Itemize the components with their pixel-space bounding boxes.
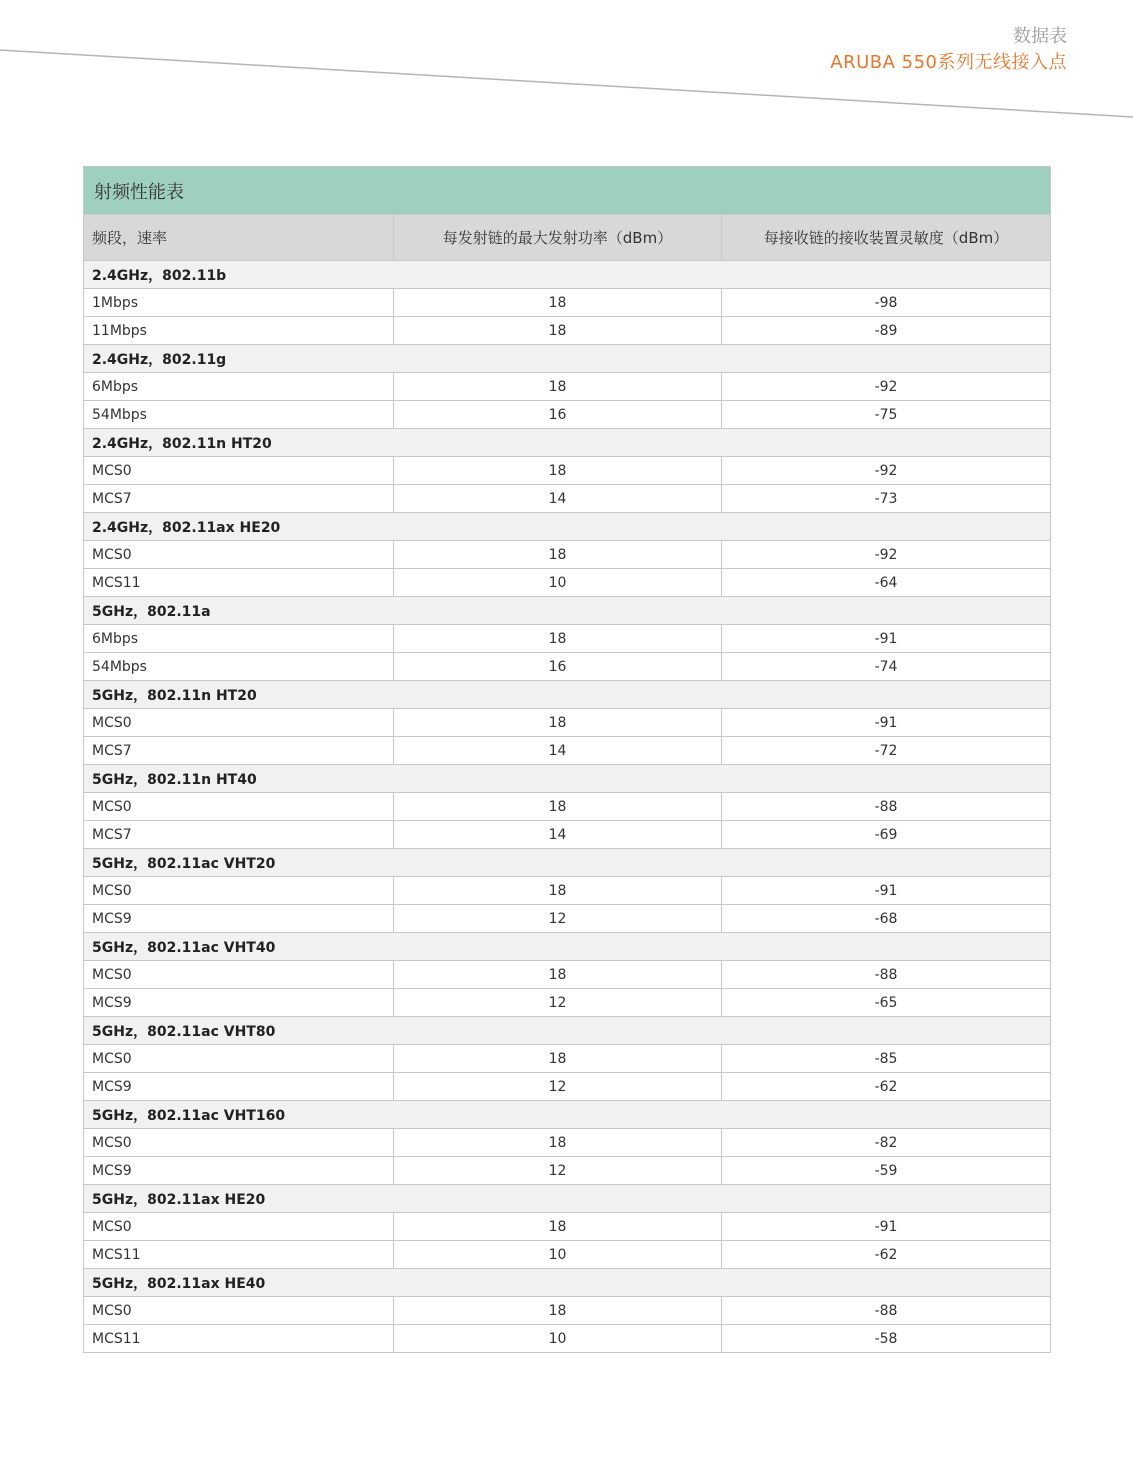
tx-power-cell: 12 [394,989,722,1017]
table-header-row [84,215,1051,261]
table-row [84,793,1051,821]
rate-cell: 6Mbps [84,625,394,653]
rx-sensitivity-cell: -75 [722,401,1051,429]
rate-cell: MCS9 [84,1073,394,1101]
document-type: 数据表 [1013,26,1067,47]
group-row [84,1269,1051,1297]
tx-power-cell: 18 [394,625,722,653]
table-row [84,1241,1051,1269]
table-row [84,1129,1051,1157]
tx-power-cell: 12 [394,905,722,933]
table-title-row [84,167,1051,215]
table-row [84,1213,1051,1241]
rx-sensitivity-cell: -98 [722,289,1051,317]
table-row [84,1157,1051,1185]
tx-power-cell: 18 [394,289,722,317]
tx-power-cell: 14 [394,737,722,765]
tx-power-cell: 10 [394,569,722,597]
table-row [84,457,1051,485]
table-row [84,905,1051,933]
table-row [84,1073,1051,1101]
tx-power-cell: 18 [394,1297,722,1325]
group-row [84,765,1051,793]
rx-sensitivity-cell: -74 [722,653,1051,681]
group-label: 5GHz，802.11ac VHT80 [84,1017,1051,1045]
rate-cell: 11Mbps [84,317,394,345]
rx-sensitivity-cell: -91 [722,1213,1051,1241]
rx-sensitivity-cell: -65 [722,989,1051,1017]
rate-cell: MCS11 [84,1241,394,1269]
tx-power-cell: 18 [394,373,722,401]
table-row [84,709,1051,737]
rx-sensitivity-cell: -58 [722,1325,1051,1353]
rx-sensitivity-cell: -92 [722,457,1051,485]
group-row [84,597,1051,625]
group-label: 5GHz，802.11ax HE40 [84,1269,1051,1297]
group-row [84,1185,1051,1213]
rate-cell: MCS9 [84,905,394,933]
rate-cell: MCS0 [84,1045,394,1073]
rx-sensitivity-cell: -73 [722,485,1051,513]
tx-power-cell: 18 [394,877,722,905]
tx-power-cell: 18 [394,541,722,569]
tx-power-cell: 18 [394,1045,722,1073]
tx-power-cell: 12 [394,1073,722,1101]
rate-cell: MCS7 [84,737,394,765]
table-row [84,961,1051,989]
tx-power-cell: 18 [394,1129,722,1157]
rx-sensitivity-cell: -88 [722,1297,1051,1325]
table-row [84,485,1051,513]
document-header [830,24,1067,76]
group-row [84,513,1051,541]
tx-power-cell: 18 [394,1213,722,1241]
tx-power-cell: 10 [394,1241,722,1269]
group-label: 5GHz，802.11n HT40 [84,765,1051,793]
rate-cell: MCS0 [84,961,394,989]
rx-sensitivity-cell: -92 [722,373,1051,401]
rate-cell: MCS9 [84,989,394,1017]
group-row [84,849,1051,877]
rx-sensitivity-cell: -85 [722,1045,1051,1073]
tx-power-cell: 14 [394,821,722,849]
rx-sensitivity-cell: -59 [722,1157,1051,1185]
tx-power-cell: 18 [394,317,722,345]
table-row [84,373,1051,401]
table-row [84,989,1051,1017]
column-header-rx-sensitivity: 每接收链的接收装置灵敏度（dBm） [722,215,1051,261]
table-row [84,1045,1051,1073]
rx-sensitivity-cell: -62 [722,1073,1051,1101]
tx-power-cell: 18 [394,709,722,737]
rate-cell: MCS11 [84,1325,394,1353]
rate-cell: MCS0 [84,877,394,905]
group-label: 2.4GHz，802.11n HT20 [84,429,1051,457]
rx-sensitivity-cell: -91 [722,625,1051,653]
tx-power-cell: 16 [394,401,722,429]
group-label: 2.4GHz，802.11g [84,345,1051,373]
group-label: 5GHz，802.11ac VHT160 [84,1101,1051,1129]
group-row [84,429,1051,457]
table-row [84,625,1051,653]
rate-cell: 6Mbps [84,373,394,401]
rx-sensitivity-cell: -82 [722,1129,1051,1157]
tx-power-cell: 12 [394,1157,722,1185]
table-row [84,877,1051,905]
group-row [84,1101,1051,1129]
rate-cell: MCS0 [84,793,394,821]
column-header-band-rate: 频段，速率 [84,215,394,261]
rate-cell: MCS7 [84,485,394,513]
rx-sensitivity-cell: -91 [722,877,1051,905]
group-label: 5GHz，802.11n HT20 [84,681,1051,709]
table-row [84,289,1051,317]
group-row [84,933,1051,961]
rx-sensitivity-cell: -88 [722,961,1051,989]
rate-cell: MCS9 [84,1157,394,1185]
table-row [84,1297,1051,1325]
rx-sensitivity-cell: -62 [722,1241,1051,1269]
rx-sensitivity-cell: -68 [722,905,1051,933]
rx-sensitivity-cell: -72 [722,737,1051,765]
rate-cell: MCS0 [84,457,394,485]
table-row [84,317,1051,345]
group-row [84,1017,1051,1045]
product-title: ARUBA 550系列无线接入点 [830,52,1067,73]
table-row [84,401,1051,429]
group-label: 2.4GHz，802.11ax HE20 [84,513,1051,541]
table-row [84,1325,1051,1353]
table-row [84,569,1051,597]
rate-cell: MCS0 [84,1213,394,1241]
tx-power-cell: 10 [394,1325,722,1353]
table-row [84,737,1051,765]
group-label: 5GHz，802.11ac VHT40 [84,933,1051,961]
group-label: 5GHz，802.11ax HE20 [84,1185,1051,1213]
rx-sensitivity-cell: -92 [722,541,1051,569]
rate-cell: 54Mbps [84,653,394,681]
group-label: 5GHz，802.11a [84,597,1051,625]
rx-sensitivity-cell: -88 [722,793,1051,821]
tx-power-cell: 18 [394,457,722,485]
rate-cell: MCS0 [84,1297,394,1325]
tx-power-cell: 16 [394,653,722,681]
rate-cell: MCS0 [84,541,394,569]
group-row [84,261,1051,289]
tx-power-cell: 14 [394,485,722,513]
tx-power-cell: 18 [394,793,722,821]
group-label: 2.4GHz，802.11b [84,261,1051,289]
table-row [84,541,1051,569]
tx-power-cell: 18 [394,961,722,989]
group-row [84,681,1051,709]
rx-sensitivity-cell: -69 [722,821,1051,849]
column-header-tx-power: 每发射链的最大发射功率（dBm） [394,215,722,261]
rx-sensitivity-cell: -64 [722,569,1051,597]
group-label: 5GHz，802.11ac VHT20 [84,849,1051,877]
rx-sensitivity-cell: -89 [722,317,1051,345]
rx-sensitivity-cell: -91 [722,709,1051,737]
rate-cell: MCS0 [84,1129,394,1157]
rf-performance-table [83,166,1050,1353]
table-row [84,653,1051,681]
group-row [84,345,1051,373]
rate-cell: MCS0 [84,709,394,737]
rate-cell: MCS11 [84,569,394,597]
table-row [84,821,1051,849]
rate-cell: 1Mbps [84,289,394,317]
rate-cell: 54Mbps [84,401,394,429]
rate-cell: MCS7 [84,821,394,849]
table-title: 射频性能表 [84,167,1051,215]
